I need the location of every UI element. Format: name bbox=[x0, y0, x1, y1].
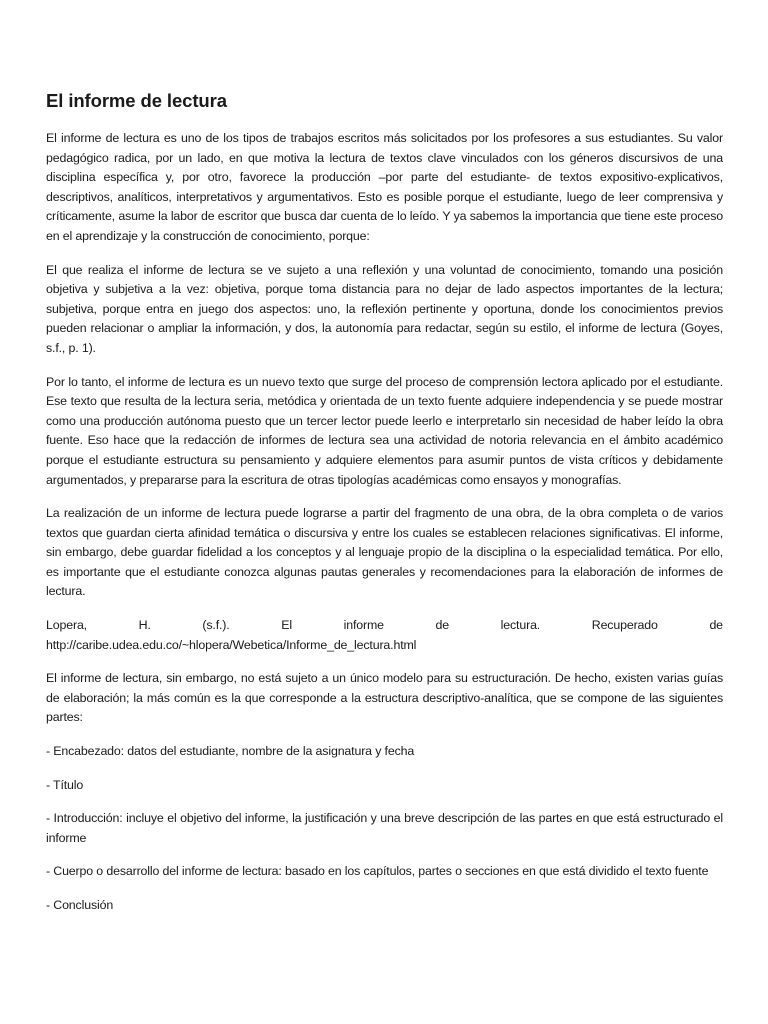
document-page bbox=[46, 88, 723, 930]
citation bbox=[46, 616, 723, 655]
citation-word: lectura. bbox=[500, 618, 541, 633]
citation-word: de bbox=[709, 618, 723, 633]
list-item-encabezado: - Encabezado: datos del estudiante, nombre de la asignatura y fecha bbox=[46, 744, 415, 759]
citation-url: http://caribe.udea.edu.co/~hlopera/Webetica/Informe_de_lectura.html bbox=[46, 637, 417, 652]
citation-word: de bbox=[435, 618, 450, 633]
paragraph-intro: El informe de lectura es uno de los tipos de trabajos escritos más solicitados por los profesores a sus estudiantes. Su valor pedagógico radica, por un lado, en que motiva la lectura de textos clave vinculados con los géneros discursivos de una disciplina específica y, por otro, favorece la producción –por parte del estudiante- de textos expositivo-explicativos, descriptivos, analíticos, interpretativos y argumentativos. Esto es posible porque el estudiante, luego de leer comprensiva y críticamente, asume la labor de escritor que busca dar cuenta de lo leído. Y ya sabemos la importancia que tiene este proceso en el aprendizaje y la construcción de conocimiento, porque: bbox=[46, 131, 723, 243]
document-title: El informe de lectura bbox=[46, 90, 227, 111]
list-item-introduccion: - Introducción: incluye el objetivo del informe, la justificación y una breve descripción de las partes en que está estructurado el informe bbox=[46, 811, 723, 845]
citation-word: H. bbox=[138, 618, 151, 633]
citation-word: Recuperado bbox=[591, 618, 658, 633]
citation-line bbox=[46, 616, 723, 636]
list-item-titulo: - Título bbox=[46, 777, 84, 792]
paragraph-realization: La realización de un informe de lectura puede lograrse a partir del fragmento de una obra, de la obra completa o de varios textos que guardan cierta afinidad temática o discursiva y entre los cuales se establecen relaciones significativas. El informe, sin embargo, debe guardar fidelidad a los conceptos y al lenguaje propio de la disciplina o la especialidad temática. Por ello, es importante que el estudiante conozca algunas pautas generales y recomendaciones para la elaboración de informes de lectura. bbox=[46, 506, 723, 599]
citation-word: (s.f.). bbox=[202, 618, 230, 633]
citation-word: informe bbox=[343, 618, 384, 633]
citation-word: El bbox=[281, 618, 292, 633]
paragraph-structure: El informe de lectura, sin embargo, no está sujeto a un único modelo para su estructuración. De hecho, existen varias guías de elaboración; la más común es la que corresponde a la estructura descriptivo-analítica, que se compone de las siguientes partes: bbox=[46, 671, 723, 725]
list-item-conclusion: - Conclusión bbox=[46, 898, 114, 912]
citation-word: Lopera, bbox=[46, 618, 87, 633]
paragraph-quote: El que realiza el informe de lectura se ve sujeto a una reflexión y una voluntad de conocimiento, tomando una posición objetiva y subjetiva a la vez: objetiva, porque toma distancia para no dejar de lado aspectos importantes de la lectura; subjetiva, porque entra en juego dos aspectos: uno, la reflexión pertinente y oportuna, donde los conocimientos previos pueden relacionar o ampliar la información, y dos, la autonomía para redactar, según su estilo, el informe de lectura (Goyes, s.f., p. 1). bbox=[46, 262, 723, 355]
list-item-cuerpo: - Cuerpo o desarrollo del informe de lectura: basado en los capítulos, partes o secciones en que está dividido el texto fuente bbox=[46, 864, 709, 879]
paragraph-therefore: Por lo tanto, el informe de lectura es un nuevo texto que surge del proceso de comprensión lectora aplicado por el estudiante. Ese texto que resulta de la lectura seria, metódica y orientada de un texto fuente adquiere independencia y se puede mostrar como una producción autónoma puesto que un tercer lector puede leerlo e interpretarlo sin necesidad de haber leído la obra fuente. Eso hace que la redacción de informes de lectura sea una actividad de notoria relevancia en el ámbito académico porque el estudiante estructura su pensamiento y adquiere elementos para asumir puntos de vista críticos y debidamente argumentados, y prepararse para la escritura de otras tipologías académicas como ensayos y monografías. bbox=[46, 374, 723, 487]
